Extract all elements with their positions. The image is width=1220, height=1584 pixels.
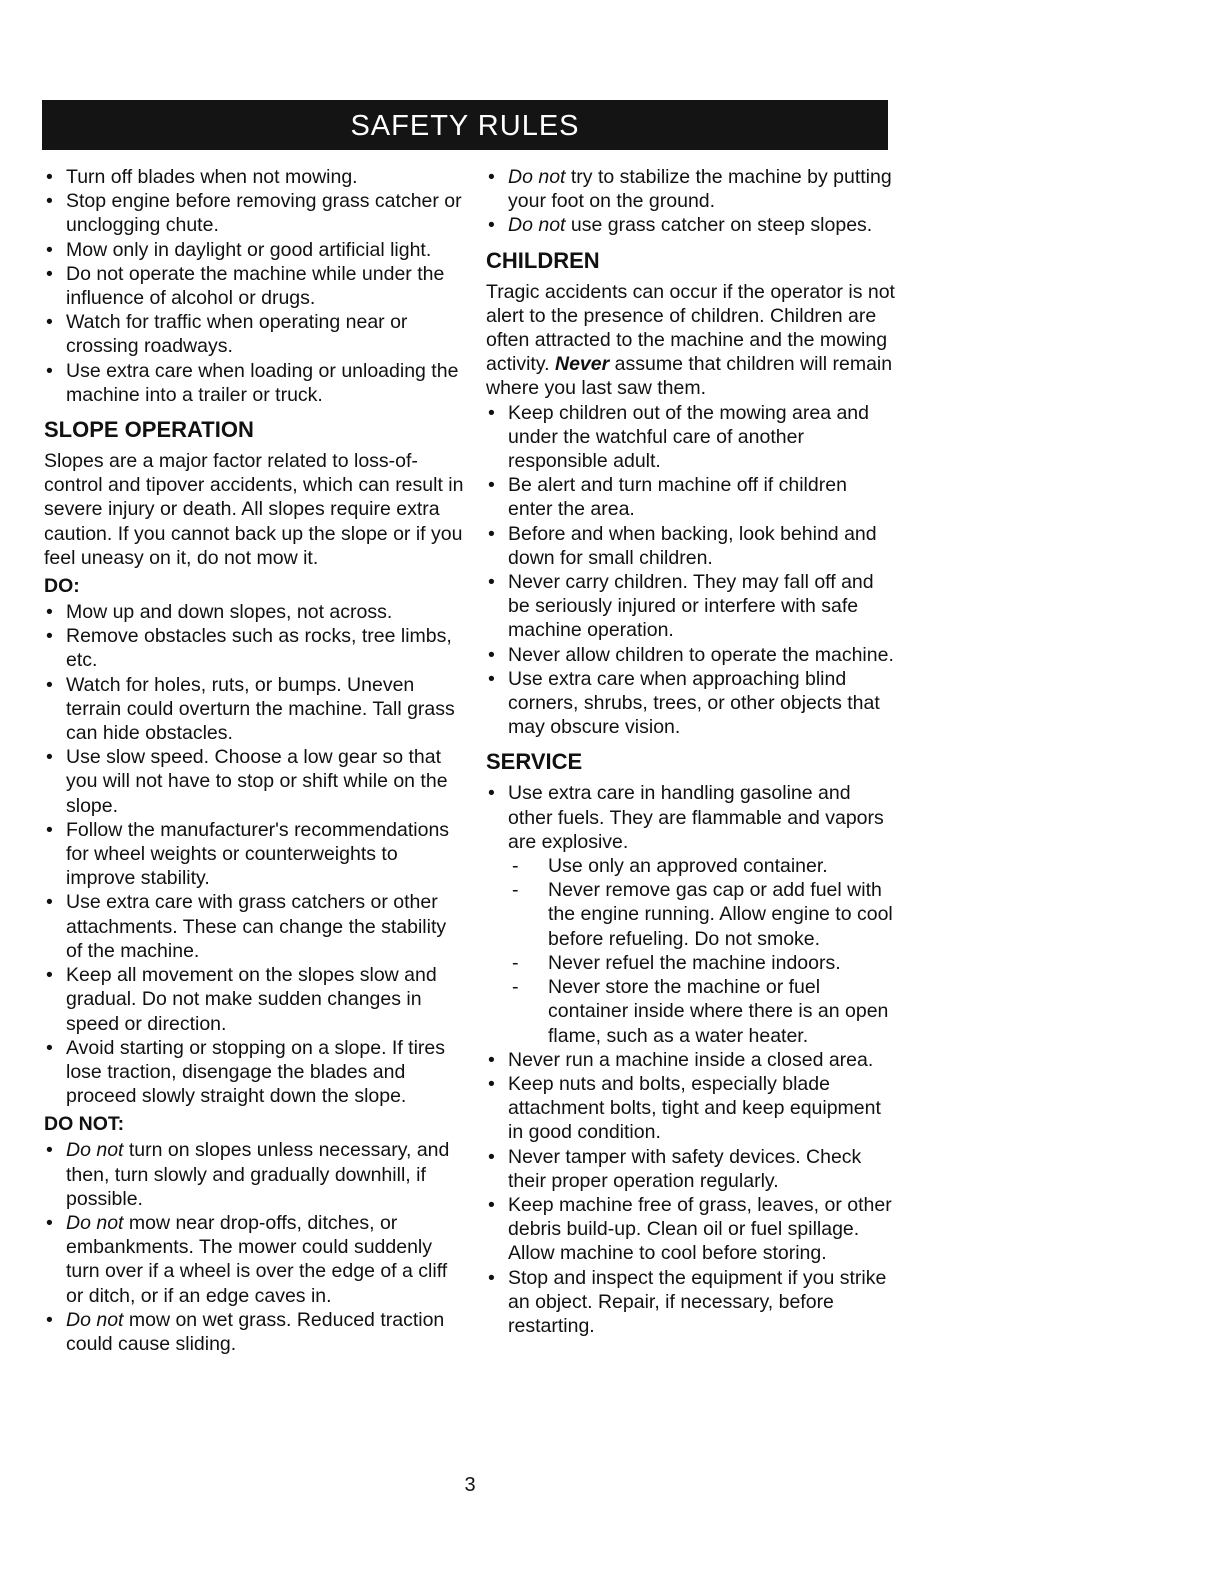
list-item: • Use slow speed. Choose a low gear so that you will not have to stop or shift while on the slope. (44, 745, 464, 818)
list-item: • Do not operate the machine while under the influence of alcohol or drugs. (44, 262, 464, 310)
page-number: 3 (464, 1474, 476, 1496)
intro-bullet-list (44, 165, 464, 407)
dash-item: - Use only an approved container. (512, 854, 896, 878)
service-bullet-list (486, 781, 896, 1338)
list-item: • Use extra care when approaching blind corners, shrubs, trees, or other objects that may obscure vision. (486, 667, 896, 740)
list-item: • Keep children out of the mowing area and under the watchful care of another responsible adult. (486, 401, 896, 474)
list-item-text: try to stabilize the machine by putting your foot on the ground. (508, 166, 892, 213)
list-item: • Stop and inspect the equipment if you strike an object. Repair, if necessary, before restarting. (486, 1266, 896, 1339)
list-item: • Mow up and down slopes, not across. (44, 600, 464, 624)
list-item-text: Use extra care in handling gasoline and other fuels. They are flammable and vapors are explosive. (508, 782, 884, 853)
list-item: • Follow the manufacturer's recommendations for wheel weights or counterweights to improve stability. (44, 818, 464, 891)
list-item (486, 781, 896, 1047)
service-heading: SERVICE (486, 749, 583, 775)
children-paragraph (486, 280, 896, 401)
list-item: • Never run a machine inside a closed area. (486, 1048, 896, 1072)
do-not-heading: DO NOT: (44, 1113, 125, 1136)
list-item: • Keep machine free of grass, leaves, or other debris build-up. Clean oil or fuel spillage. Allow machine to cool before storing. (486, 1193, 896, 1266)
list-item (486, 213, 896, 237)
children-text-end: assume that children will remain where you last saw them. (486, 353, 893, 400)
left-column (44, 165, 464, 1356)
list-item: • Keep all movement on the slopes slow and gradual. Do not make sudden changes in speed or direction. (44, 963, 464, 1036)
dash-item: - Never refuel the machine indoors. (512, 951, 896, 975)
dash-item: - Never remove gas cap or add fuel with the engine running. Allow engine to cool before refueling. Do not smoke. (512, 878, 896, 951)
top-bullet-list (486, 165, 896, 238)
list-item: • Before and when backing, look behind and down for small children. (486, 522, 896, 570)
list-item: • Watch for traffic when operating near or crossing roadways. (44, 310, 464, 358)
do-not-emphasis: Do not (66, 1211, 124, 1234)
do-not-emphasis: Do not (508, 214, 566, 237)
list-item-text: mow on wet grass. Reduced traction could cause sliding. (66, 1308, 445, 1355)
list-item: • Remove obstacles such as rocks, tree limbs, etc. (44, 624, 464, 672)
list-item: • Never carry children. They may fall off and be seriously injured or interfere with safe machine operation. (486, 570, 896, 643)
slope-operation-heading: SLOPE OPERATION (44, 417, 254, 443)
list-item: • Use extra care with grass catchers or other attachments. These can change the stability of the machine. (44, 890, 464, 963)
list-item (44, 1308, 464, 1356)
dash-item: - Never store the machine or fuel container inside where there is an open flame, such as a water heater. (512, 975, 896, 1048)
list-item (486, 165, 896, 213)
list-item-text: turn on slopes unless necessary, and then, turn slowly and gradually downhill, if possible. (66, 1139, 450, 1210)
list-item: • Watch for holes, ruts, or bumps. Uneven terrain could overturn the machine. Tall grass can hide obstacles. (44, 673, 464, 746)
never-emphasis: Never (555, 353, 610, 376)
list-item: • Use extra care when loading or unloading the machine into a trailer or truck. (44, 359, 464, 407)
list-item: • Never allow children to operate the machine. (486, 643, 896, 667)
slope-operation-paragraph: Slopes are a major factor related to loss-of-control and tipover accidents, which can result in severe injury or death. All slopes require extra caution. If you cannot back up the slope or if you feel uneasy on it, do not mow it. (44, 450, 464, 569)
list-item: • Keep nuts and bolts, especially blade attachment bolts, tight and keep equipment in good condition. (486, 1072, 896, 1145)
list-item: • Be alert and turn machine off if children enter the area. (486, 473, 896, 521)
list-item (44, 1138, 464, 1211)
list-item-text: mow near drop-offs, ditches, or embankments. The mower could suddenly turn over if a wheel is over the edge of a cliff or ditch, or if an edge caves in. (66, 1211, 448, 1307)
do-heading: DO: (44, 575, 80, 598)
list-item: • Turn off blades when not mowing. (44, 165, 464, 189)
children-text: Tragic accidents can occur if the operator is not alert to the presence of children. Children are often attracted to the machine and the mowing activity. (486, 280, 895, 376)
do-not-emphasis: Do not (66, 1308, 124, 1331)
list-item-text: use grass catcher on steep slopes. (565, 214, 873, 237)
list-item (44, 1211, 464, 1308)
do-not-emphasis: Do not (508, 166, 566, 188)
right-column (486, 165, 896, 1338)
do-not-bullet-list (44, 1138, 464, 1356)
children-bullet-list (486, 401, 896, 740)
do-not-emphasis: Do not (66, 1139, 124, 1162)
section-title-banner: SAFETY RULES (42, 100, 888, 150)
fuel-dash-list (512, 854, 896, 1048)
list-item: • Mow only in daylight or good artificial light. (44, 238, 464, 262)
list-item: • Stop engine before removing grass catcher or unclogging chute. (44, 189, 464, 237)
list-item: • Never tamper with safety devices. Check their proper operation regularly. (486, 1145, 896, 1193)
do-bullet-list (44, 600, 464, 1108)
children-heading: CHILDREN (486, 247, 600, 273)
list-item: • Avoid starting or stopping on a slope. If tires lose traction, disengage the blades and proceed slowly straight down the slope. (44, 1036, 464, 1109)
